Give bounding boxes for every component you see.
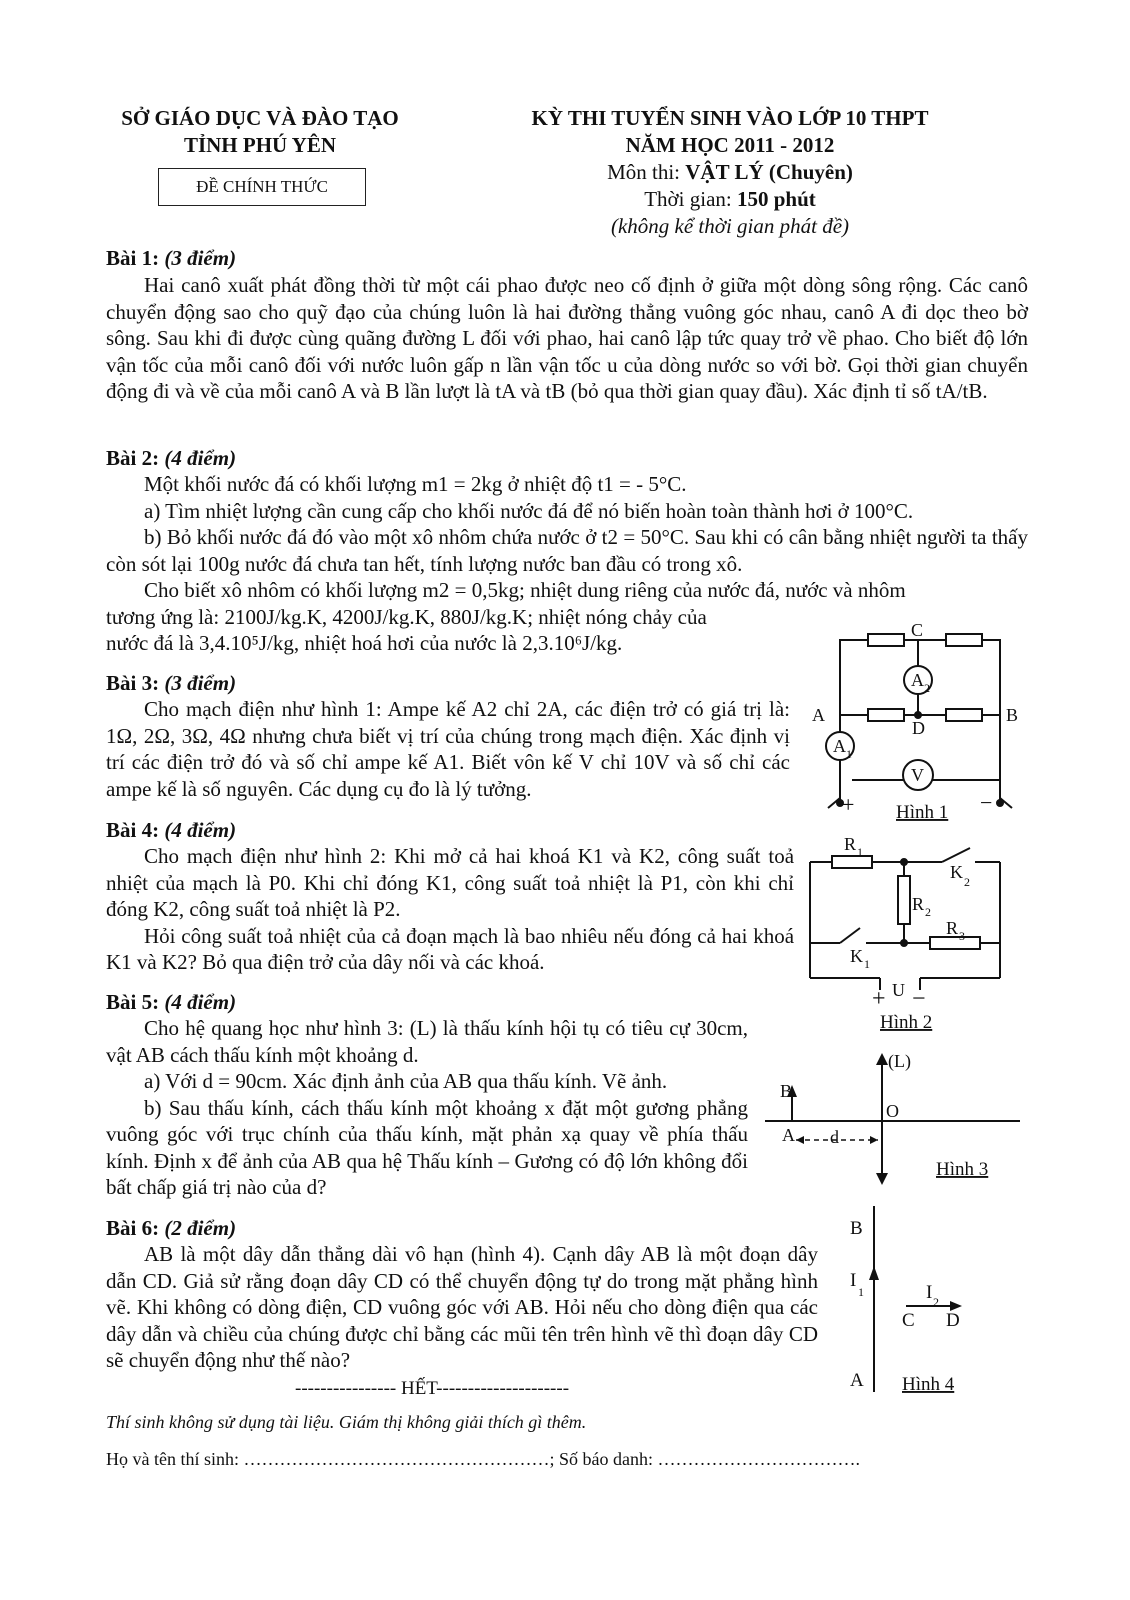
problem-2-given: Một khối nước đá có khối lượng m1 = 2kg ở nhiệt độ t1 = - 5°C. [144,472,687,496]
school-year: NĂM HỌC 2011 - 2012 [625,133,835,157]
problem-2-data-3: nước đá là 3,4.10⁵J/kg, nhiệt hoá hơi của nước là 2,3.10⁶J/kg. [106,631,623,655]
k1-sub: 1 [864,957,870,971]
problem-2-part-a: a) Tìm nhiệt lượng cần cung cấp cho khối nước đá để nó biến hoàn toàn thành hơi ở 100°C. [144,498,914,523]
figure-2-caption: Hình 2 [880,1012,933,1033]
figure-1-caption: Hình 1 [896,802,949,823]
resistor-cb [946,634,982,646]
time-note: (không kể thời gian phát đề) [610,214,850,238]
end-d-label: D [946,1310,960,1331]
figure-3-caption: Hình 3 [936,1159,989,1180]
problem-2-data-2: tương ứng là: 2100J/kg.K, 4200J/kg.K, 880J/kg.K; nhiệt nóng chảy của [106,604,707,629]
r1-label: R [844,834,857,854]
figure-2-circuit [800,828,1025,1038]
end-a-label: A [850,1370,864,1391]
current-i1-label: I [850,1270,857,1291]
problem-3-text: Cho mạch điện như hình 1: Ampe kế A2 chỉ 2A, các điện trở có giá trị là: 1Ω, 2Ω, 3Ω, 4Ω nhưng chưa biết vị trí của chúng trong mạch điện. Xác định vị trí các điện trở đó và số chỉ ampe kế A1. Biết vôn kế V chỉ 10V và số chỉ các ampe kế là số nguyên. Các dụng cụ đo là lý tưởng. [106,697,791,801]
k2-label: K [950,862,963,882]
time-line: Thời gian: 150 phút [644,187,816,211]
problem-4 [106,818,794,976]
point-o-label: O [886,1101,899,1121]
ammeter-a1-label: A [833,736,846,756]
voltage-label: U [892,980,905,1000]
node-d-label: D [912,718,925,738]
problem-1-title: Bài 1: (3 điểm) [106,246,237,270]
point-a-label: A [782,1125,795,1145]
current-i2-sub: 2 [933,1295,939,1309]
problem-2-part-b: b) Bỏ khối nước đá đó vào một xô nhôm chứa nước ở t2 = 50°C. Sau khi có cân bằng nhiệt người ta thấy còn sót lại 100g nước đá chưa tan hết, tính lượng nước ban đầu có trong xô. [106,525,1028,576]
k2-sub: 2 [964,875,970,889]
node-a-label: A [812,705,825,725]
exam-title: KỲ THI TUYỂN SINH VÀO LỚP 10 THPT [531,106,929,130]
current-i1-sub: 1 [858,1285,864,1299]
candidate-info-line: Họ và tên thí sinh: ……………………………………………; Số báo danh: ……………………………. [106,1449,860,1469]
end-marker: ---------------- HẾT--------------------- [295,1378,570,1399]
current-i2-label: I [926,1282,933,1303]
terminal-plus: + [842,792,855,817]
footer-note: Thí sinh không sử dụng tài liệu. Giám thị không giải thích gì thêm. [106,1412,587,1432]
department-name: SỞ GIÁO DỤC VÀ ĐÀO TẠO [121,106,399,130]
official-exam-box: ĐỀ CHÍNH THỨC [158,168,366,206]
terminal-plus: + [872,986,886,1012]
r1-sub: 1 [857,845,863,859]
distance-d-label: d [830,1127,839,1147]
r3-sub: 3 [959,929,965,943]
problem-5-part-b: b) Sau thấu kính, cách thấu kính một khoảng x đặt một gương phẳng vuông góc với trục chính của thấu kính, mặt phản xạ quay về phía thấu kính. Định x để ảnh của AB qua hệ Thấu kính – Gương có độ lớn không đổi bất chấp giá trị nào của d? [106,1095,749,1199]
problem-3-title: Bài 3: (3 điểm) [106,671,237,695]
k1-label: K [850,946,863,966]
exam-info [470,105,990,240]
terminal-minus: − [912,986,926,1012]
subject-line: Môn thi: VẬT LÝ (Chuyên) [607,160,853,184]
figure-4-caption: Hình 4 [902,1374,955,1395]
node-b-label: B [1006,705,1019,725]
problem-6-text: AB là một dây dẫn thẳng dài vô hạn (hình 4). Cạnh dây AB là một đoạn dây dẫn CD. Giả sử rằng đoạn dây CD có thể chuyển động tự do trong mặt phẳng hình vẽ. Khi không có dòng điện, CD vuông góc với AB. Hỏi nếu cho dòng điện qua các dây dẫn và chiều của chúng được chỉ bằng các mũi tên trên hình vẽ thì đoạn dây CD sẽ chuyển động như thế nào? [106,1242,819,1372]
problem-4-title: Bài 4: (4 điểm) [106,818,237,842]
problem-3 [106,671,790,802]
terminal-minus: − [980,790,993,815]
r2-sub: 2 [925,905,931,919]
end-c-label: C [902,1310,915,1331]
ammeter-a1-sub: 1 [846,747,852,761]
problem-1 [106,246,1028,405]
resistor-ad [868,709,904,721]
resistor-db [946,709,982,721]
resistor-r3 [930,937,980,949]
lens-label: (L) [888,1051,911,1071]
resistor-ac [868,634,904,646]
resistor-r2 [898,876,910,924]
department-title [100,105,420,159]
figure-3-lens [760,1045,1025,1190]
resistor-r1 [832,856,872,868]
problem-5-part-a: a) Với d = 90cm. Xác định ảnh của AB qua thấu kính. Vẽ ảnh. [144,1069,668,1093]
problem-6-title: Bài 6: (2 điểm) [106,1216,237,1240]
problem-2-title: Bài 2: (4 điểm) [106,446,237,470]
ammeter-a2-label: A [911,670,924,690]
problem-5-title: Bài 5: (4 điểm) [106,990,237,1014]
r3-label: R [946,918,959,938]
ammeter-a2-sub: 2 [924,681,930,695]
r2-label: R [912,894,925,914]
problem-2-data: Cho biết xô nhôm có khối lượng m2 = 0,5kg; nhiệt dung riêng của nước đá, nước và nhôm [144,578,906,602]
province-name: TỈNH PHÚ YÊN [183,133,337,157]
problem-4-text-2: Hỏi công suất toả nhiệt của cả đoạn mạch là bao nhiêu nếu đóng cả hai khoá K1 và K2? Bỏ qua điện trở của dây nối và các khoá. [106,923,795,974]
problem-4-text-1: Cho mạch điện như hình 2: Khi mở cả hai khoá K1 và K2, công suất toả nhiệt của mạch là P0. Khi chỉ đóng K1, công suất toả nhiệt là P1, còn khi chỉ đóng K2, công suất toả nhiệt là P2. [106,844,795,921]
point-b-label: B [780,1081,793,1101]
figure-1-circuit [810,620,1030,825]
problem-5-text: Cho hệ quang học như hình 3: (L) là thấu kính hội tụ có tiêu cự 30cm, vật AB cách thấu kính một khoảng d. [106,1016,748,1067]
figure-4-wires [840,1200,1025,1400]
voltmeter-label: V [911,765,924,785]
problem-5 [106,990,748,1201]
problem-1-text: Hai canô xuất phát đồng thời từ một cái phao được neo cố định ở giữa một dòng sông rộng. Các canô chuyển động sao cho quỹ đạo của chúng luôn là hai đường thẳng vuông góc nhau, canô A đi dọc theo bờ sông. Sau khi đi được cùng quãng đường L đối với phao, hai canô lập tức quay trở về phao. Cho biết độ lớn vận tốc của mỗi canô đối với nước luôn gấp n lần vận tốc u của dòng nước so với bờ. Gọi thời gian chuyển động đi và về của mỗi canô A và B lần lượt là tA và tB (bỏ qua thời gian quay đầu). Xác định tỉ số tA/tB. [106,273,1029,403]
problem-6 [106,1216,818,1374]
node-c-label: C [911,620,924,640]
end-b-label: B [850,1218,863,1239]
